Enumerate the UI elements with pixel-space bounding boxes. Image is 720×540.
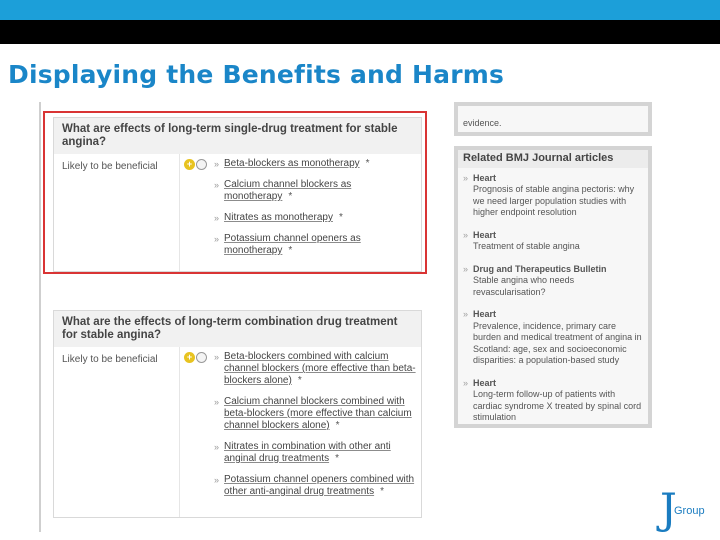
article-item[interactable] (458, 262, 648, 299)
intervention-link[interactable]: Potassium channel openers combined with other anti-anginal drug treatments (224, 474, 415, 497)
related-articles-heading: Related BMJ Journal articles (458, 150, 648, 168)
list-item[interactable] (214, 441, 417, 465)
sidebar-evidence-box (454, 102, 652, 136)
panel-heading: What are effects of long-term single-drug treatment for stable angina? (54, 118, 421, 154)
article-item[interactable] (458, 171, 648, 219)
bullet-icon: » (214, 234, 220, 244)
slide-title: Displaying the Benefits and Harms (8, 60, 505, 89)
logo-text: Group (674, 505, 705, 517)
bullet-icon: » (214, 475, 220, 485)
evidence-mark: * (335, 453, 339, 464)
bullet-icon: » (463, 309, 469, 319)
logo-mark: J (660, 484, 677, 533)
bullet-icon: » (214, 352, 220, 362)
article-item[interactable] (458, 228, 648, 253)
intervention-link[interactable]: Nitrates in combination with other anti anginal drug treatments (224, 441, 391, 464)
bullet-icon: » (214, 159, 220, 169)
journal-name: Drug and Therapeutics Bulletin (473, 263, 607, 274)
evidence-mark: * (380, 486, 384, 497)
article-title[interactable]: Prevalence, incidence, primary care burden and medical treatment of angina in Scotland: age, sex and socioeconomic disparities: a population-based study (473, 320, 642, 365)
category-label: Likely to be beneficial (54, 154, 180, 271)
sidebar-top-text: evidence. (463, 118, 502, 128)
combination-drug-panel (53, 310, 422, 518)
top-black-bar (0, 20, 720, 44)
top-brand-bar (0, 0, 720, 20)
bullet-icon: » (214, 213, 220, 223)
list-item[interactable] (214, 351, 417, 387)
intervention-link[interactable]: Calcium channel blockers as monotherapy (224, 179, 352, 202)
evidence-mark: * (365, 158, 370, 169)
bullet-icon: » (214, 397, 220, 407)
bullet-icon: » (463, 377, 469, 388)
benefit-plus-icon: + (184, 159, 195, 170)
evidence-mark: * (297, 375, 302, 386)
evidence-mark: * (338, 212, 343, 223)
intervention-link[interactable]: Calcium channel blockers combined with beta-blockers (more effective than calcium channel blockers alone) (224, 396, 412, 431)
highlight-box (43, 111, 427, 274)
list-item[interactable] (214, 396, 417, 432)
article-title[interactable]: Treatment of stable angina (473, 241, 580, 251)
bmj-group-logo (660, 484, 710, 533)
bullet-icon: » (463, 229, 469, 240)
benefit-plus-icon: + (184, 352, 195, 363)
intervention-link[interactable]: Beta-blockers as monotherapy (224, 158, 360, 169)
journal-name: Heart (473, 377, 497, 388)
bullet-icon: » (214, 442, 220, 452)
intervention-link[interactable]: Beta-blockers combined with calcium channel blockers (more effective than beta-blockers alone) (224, 351, 416, 386)
bullet-icon: » (463, 263, 469, 274)
panel-heading: What are the effects of long-term combination drug treatment for stable angina? (54, 311, 421, 347)
list-item[interactable] (214, 474, 417, 498)
journal-name: Heart (473, 229, 497, 240)
journal-name: Heart (473, 309, 497, 319)
intervention-link[interactable]: Potassium channel openers as monotherapy (224, 233, 361, 256)
related-articles-box (454, 146, 652, 428)
article-item[interactable] (458, 376, 648, 424)
evidence-mark: * (288, 245, 293, 256)
intervention-link[interactable]: Nitrates as monotherapy (224, 212, 333, 223)
left-divider (39, 102, 41, 532)
evidence-mark: * (288, 191, 293, 202)
article-title[interactable]: Prognosis of stable angina pectoris: why we need larger population studies with higher endpoint resolution (473, 184, 635, 217)
bullet-icon: » (214, 180, 220, 190)
journal-name: Heart (473, 172, 497, 183)
evidence-mark: * (335, 420, 340, 431)
article-item[interactable] (458, 307, 648, 367)
article-title[interactable]: Long-term follow-up of patients with cardiac syndrome X treated by spinal cord stimulation (473, 389, 642, 422)
bullet-icon: » (463, 172, 469, 183)
info-icon[interactable] (196, 352, 207, 363)
article-title[interactable]: Stable angina who needs revascularisation? (473, 275, 575, 297)
category-label: Likely to be beneficial (54, 347, 180, 517)
